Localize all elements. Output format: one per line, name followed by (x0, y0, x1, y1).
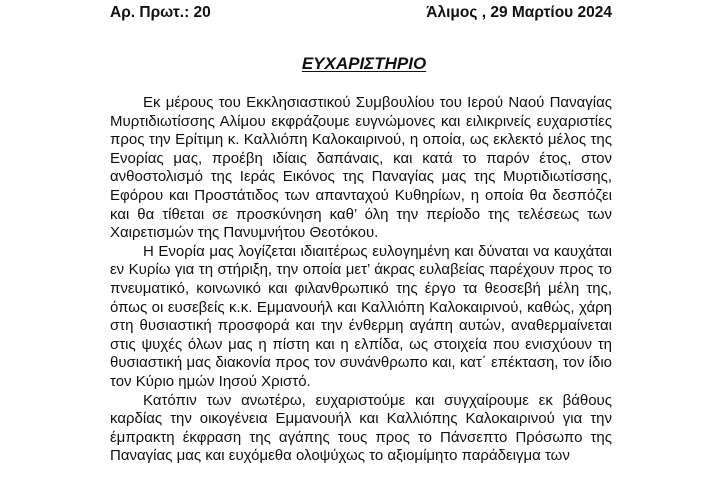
paragraph-1: Εκ μέρους του Εκκλησιαστικού Συμβουλίου του Ιερού Ναού Παναγίας Μυρτιδιωτίσσης Αλίμου εκφράζουμε ευγνώμονες και ειλικρινείς ευχαριστίες προς την Ερίτιμη κ. Καλλιόπη Καλοκαιρινού, η οποία, ως εκλεκτό μέλος της Ενορίας μας, προέβη ιδίαις δαπάναις, και κατά το παρόν έτος, στον ανθοστολισμό της Ιεράς Εικόνος της Παναγίας μας της Μυρτιδιωτίσσης, Εφόρου και Προστάτιδος των απανταχού Κυθηρίων, η οποία θα δεσπόζει και θα τίθεται σε προσκύνηση καθ’ όλη την περίοδο της τελέσεως των Χαιρετισμών της Πανυμνήτου Θεοτόκου. (110, 94, 612, 242)
place-and-date: Άλιμος , 29 Μαρτίου 2024 (426, 4, 612, 21)
paragraph-3: Κατόπιν των ανωτέρω, ευχαριστούμε και συγχαίρουμε εκ βάθους καρδίας την οικογένεια Εμμανουήλ και Καλλιόπης Καλοκαιρινού για την έμπρακτη έκφραση της αγάπης τους προς το Πάνσεπτο Πρόσωπο της Παναγίας μας και ευχόμεθα ολοψύχως το αξιομίμητο παράδειγμα των (110, 391, 612, 465)
document-body (110, 94, 612, 466)
paragraph-2: Η Ενορία μας λογίζεται ιδιαιτέρως ευλογημένη και δύναται να καυχάται εν Κυρίω για τη στήριξη, την οποία μετ’ άκρας ευλαβείας παρέχουν προς το πνευματικό, κοινωνικό και φιλανθρωπικό της έργο τα θεοσεβή μέλη της, όπως οι ευσεβείς κ.κ. Εμμανουήλ και Καλλιόπη Καλοκαιρινού, καθώς, χάρη στη θυσιαστική προσφορά και την ένθερμη αγάπη αυτών, αναθερμαίνεται στις ψυχές όλων μας η πίστη και η ελπίδα, ως στοιχεία που ενισχύουν τη θυσιαστική μας διακονία προς τον συνάνθρωπο και, κατ΄ επέκταση, τον ίδιο τον Κύριο ημών Ιησού Χριστό. (110, 242, 612, 390)
document-title: ΕΥΧΑΡΙΣΤΗΡΙΟ (301, 54, 427, 73)
document-header (110, 4, 612, 24)
protocol-number: Αρ. Πρωτ.: 20 (110, 4, 211, 21)
